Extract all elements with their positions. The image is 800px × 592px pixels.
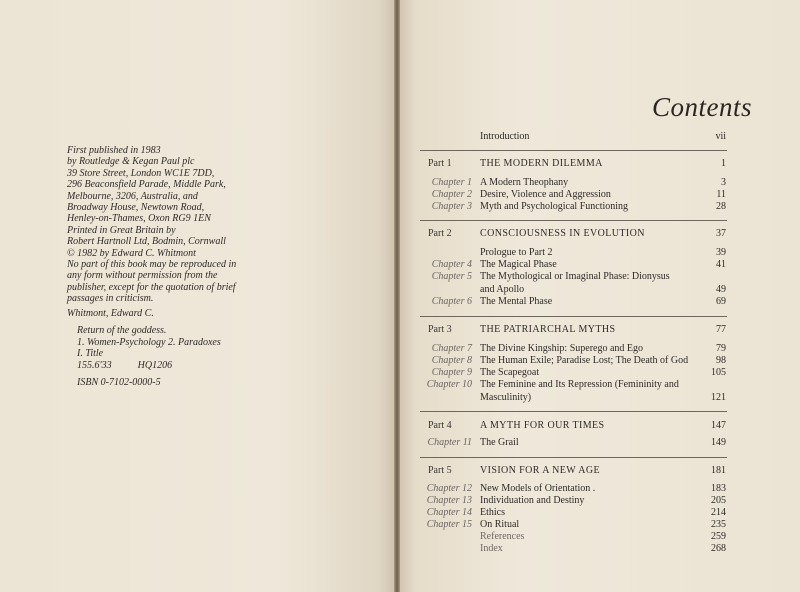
toc-chapter-title: Masculinity)	[480, 392, 532, 403]
toc-chapter-title: and Apollo	[480, 284, 525, 295]
toc-chapter-page: 3	[721, 177, 726, 188]
toc-part-label: Part 2	[428, 228, 452, 239]
toc-chapter-page: 79	[716, 343, 726, 354]
imprint-line: First published in 1983	[67, 145, 161, 156]
toc-chapter-page: 69	[716, 296, 726, 307]
toc-chapter-label: Chapter 11	[427, 437, 472, 448]
toc-chapter-page: 121	[711, 392, 726, 403]
imprint-line: passages in criticism.	[67, 293, 154, 305]
toc-chapter-title: The Mental Phase	[480, 296, 553, 307]
toc-chapter-label: Chapter 5	[431, 271, 472, 282]
imprint-line: Melbourne, 3206, Australia, and	[67, 190, 198, 202]
imprint-line: Broadway House, Newtown Road,	[67, 202, 205, 214]
cip-subjects: 1. Women-Psychology 2. Paradoxes	[77, 336, 221, 348]
toc-chapter-page: 149	[711, 437, 726, 448]
toc-part-title: THE PATRIARCHAL MYTHS	[480, 324, 616, 335]
toc-chapter-label: Chapter 15	[426, 519, 472, 530]
toc-intro-title: Introduction	[480, 131, 530, 142]
toc-chapter-label: Chapter 13	[426, 495, 472, 506]
imprint-line: No part of this book may be reproduced in	[67, 259, 237, 271]
toc-chapter-page: 105	[711, 367, 726, 378]
toc-chapter-page: 41	[716, 259, 726, 270]
cip-isbn: ISBN 0-7102-0000-5	[77, 377, 161, 389]
toc-chapter-title: The Magical Phase	[480, 259, 557, 270]
toc-part-label: Part 4	[428, 420, 452, 431]
toc-chapter-page: 235	[711, 519, 726, 530]
toc-chapter-label: Chapter 14	[426, 507, 472, 518]
imprint-line: by Routledge & Kegan Paul plc	[67, 156, 195, 168]
toc-chapter-label: Chapter 9	[431, 367, 472, 378]
toc-chapter-label: Chapter 12	[426, 483, 472, 494]
section-divider	[420, 220, 727, 221]
toc-chapter-page: 49	[716, 284, 726, 295]
toc-part-title: CONSCIOUSNESS IN EVOLUTION	[480, 228, 645, 239]
toc-part-page: 1	[721, 158, 726, 169]
toc-chapter-label: Chapter 1	[431, 177, 472, 188]
imprint-line: Printed in Great Britain by	[67, 224, 176, 236]
toc-index-title: Index	[480, 543, 503, 554]
toc-index-page: 268	[711, 543, 726, 554]
toc-chapter-label: Chapter 10	[426, 379, 472, 390]
toc-references-title: References	[480, 531, 525, 542]
section-divider	[420, 457, 727, 458]
toc-intro-page: vii	[715, 131, 726, 142]
cip-dewey: 155.6'33	[77, 359, 112, 371]
toc-chapter-label: Chapter 6	[431, 296, 472, 307]
toc-part-page: 147	[711, 420, 726, 431]
section-divider	[420, 411, 727, 412]
imprint-line: Henley-on-Thames, Oxon RG9 1EN	[67, 213, 211, 225]
toc-part-title: THE MODERN DILEMMA	[480, 158, 603, 169]
section-divider	[420, 316, 727, 317]
toc-part-label: Part 1	[428, 158, 452, 169]
toc-chapter-page: 39	[716, 247, 726, 258]
toc-chapter-title: Desire, Violence and Aggression	[480, 189, 611, 200]
cip-title: Return of the goddess.	[77, 325, 167, 337]
toc-chapter-title: A Modern Theophany	[480, 177, 569, 188]
toc-chapter-page: 183	[711, 483, 726, 494]
toc-chapter-title: The Grail	[480, 437, 519, 448]
section-divider	[420, 150, 727, 151]
toc-part-title: A MYTH FOR OUR TIMES	[480, 420, 605, 431]
copyright-line: © 1982 by Edward C. Whitmont	[67, 247, 196, 259]
cip-author: Whitmont, Edward C.	[67, 308, 154, 319]
contents-heading: Contents	[652, 92, 753, 122]
toc-part-label: Part 5	[428, 465, 452, 476]
toc-chapter-label: Chapter 2	[431, 189, 472, 200]
cip-lc: HQ1206	[137, 359, 173, 371]
toc-chapter-title: New Models of Orientation .	[480, 483, 596, 494]
toc-chapter-title: Myth and Psychological Functioning	[480, 201, 629, 212]
imprint-line: any form without permission from the	[67, 270, 218, 282]
toc-chapter-title: The Mythological or Imaginal Phase: Dionysus	[480, 271, 670, 282]
toc-part-page: 77	[716, 324, 726, 335]
toc-chapter-title: Ethics	[480, 507, 505, 518]
toc-part-title: VISION FOR A NEW AGE	[480, 465, 601, 476]
toc-chapter-title: Individuation and Destiny	[480, 495, 585, 506]
toc-chapter-page: 28	[716, 201, 726, 212]
toc-chapter-page: 214	[711, 507, 726, 518]
toc-chapter-title: The Feminine and Its Repression (Femininity and	[480, 379, 679, 390]
toc-chapter-title: The Human Exile; Paradise Lost; The Death of God	[480, 355, 689, 366]
toc-chapter-label: Chapter 4	[431, 259, 472, 270]
toc-chapter-label: Chapter 3	[431, 201, 472, 212]
cip-series: I. Title	[77, 348, 104, 360]
toc-chapter-label: Chapter 7	[431, 343, 472, 354]
toc-chapter-page: 205	[711, 495, 726, 506]
toc-chapter-label: Chapter 8	[431, 355, 472, 366]
toc-chapter-page: 11	[716, 189, 726, 200]
toc-chapter-title: On Ritual	[480, 519, 520, 530]
toc-chapter-title: Prologue to Part 2	[480, 247, 553, 258]
toc-chapter-title: The Divine Kingship: Superego and Ego	[480, 343, 644, 354]
toc-chapter-title: The Scapegoat	[480, 367, 540, 378]
toc-part-label: Part 3	[428, 324, 452, 335]
imprint-line: 39 Store Street, London WC1E 7DD,	[67, 167, 215, 179]
toc-part-page: 181	[711, 465, 726, 476]
imprint-line: 296 Beaconsfield Parade, Middle Park,	[67, 179, 226, 191]
toc-part-page: 37	[716, 228, 726, 239]
toc-chapter-page: 98	[716, 355, 726, 366]
imprint-line: publisher, except for the quotation of brief	[67, 281, 236, 293]
toc-references-page: 259	[711, 531, 726, 542]
imprint-line: Robert Hartnoll Ltd, Bodmin, Cornwall	[67, 236, 226, 248]
